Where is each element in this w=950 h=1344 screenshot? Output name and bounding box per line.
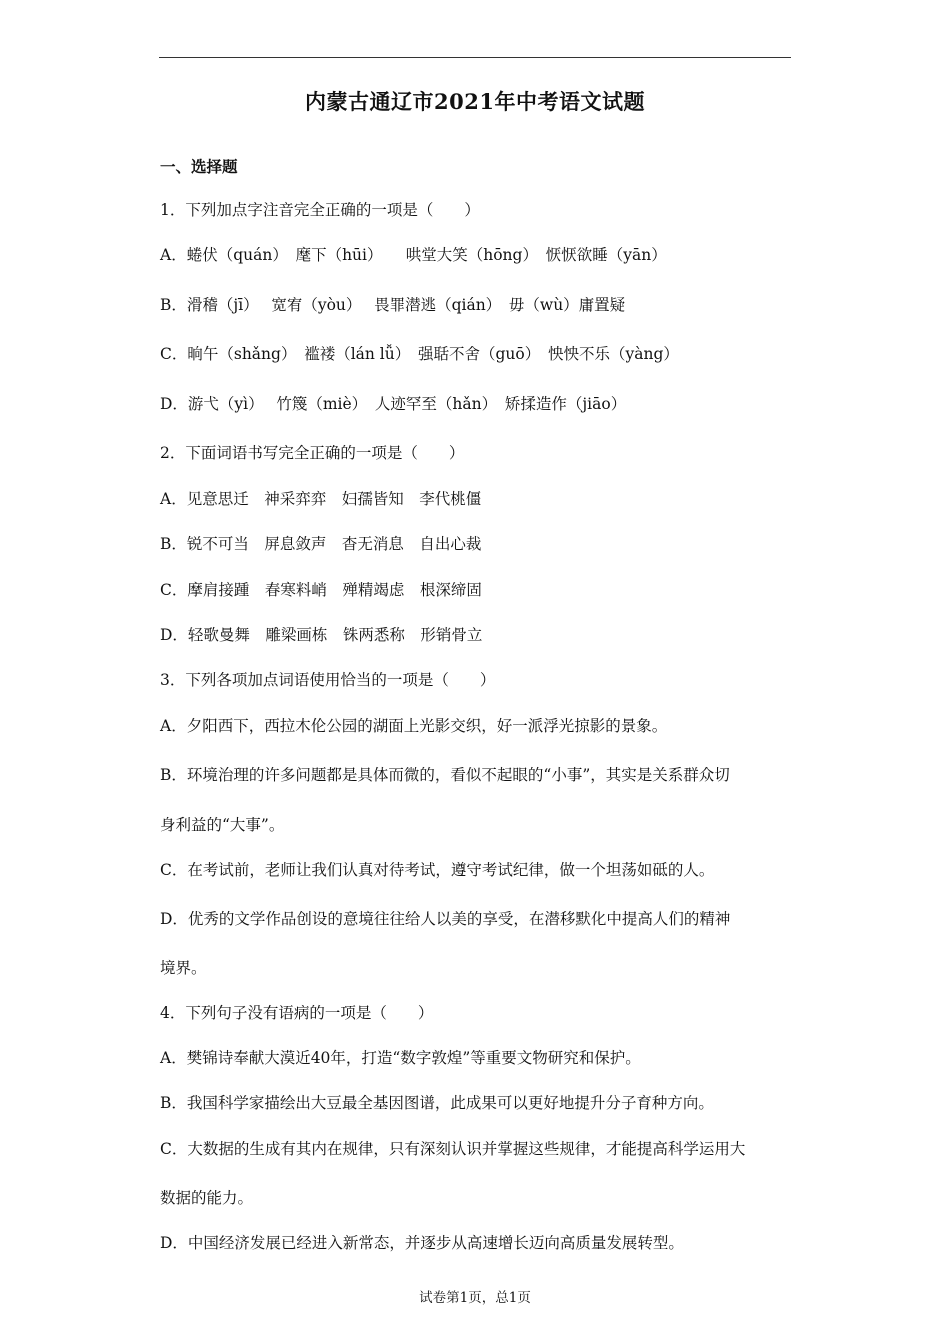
question-3-option-b: B．环境治理的许多问题都是具体而微的，看似不起眼的“小事”，其实是关系群众切 [160,766,730,784]
question-2-option-a: A．见意思迁 神采弈弈 妇孺皆知 李代桃僵 [160,490,482,508]
question-4-option-d: D．中国经济发展已经进入新常态，并逐步从高速增长迈向高质量发展转型。 [160,1234,684,1252]
question-4: 4．下列句子没有语病的一项是（ ） [160,1004,434,1022]
question-1-option-d: D．游弋（yì） 竹篾（miè） 人迹罕至（hǎn） 矫揉造作（jiāo） [160,395,627,413]
question-1-option-c: C．晌午（shǎng） 褴褛（lán lǚ） 强聒不舍（guō） 怏怏不乐（yàng） [160,345,679,363]
question-1-option-a: A．蜷伏（quán） 麾下（hūi） 哄堂大笑（hōng） 恹恹欲睡（yān） [160,246,667,264]
question-1-option-b: B．滑稽（jī） 宽宥（yòu） 畏罪潜逃（qián） 毋（wù）庸置疑 [160,296,626,314]
header-rule [159,57,791,58]
question-2-option-b: B．锐不可当 屏息敛声 杳无消息 自出心裁 [160,535,482,553]
question-3-option-a: A．夕阳西下，西拉木伦公园的湖面上光影交织，好一派浮光掠影的景象。 [160,717,668,735]
question-3-option-d-continued: 境界。 [160,959,207,977]
question-4-option-c-continued: 数据的能力。 [160,1189,254,1207]
question-1: 1．下列加点字注音完全正确的一项是（ ） [160,201,480,219]
question-2-option-d: D．轻歌曼舞 雕梁画栋 铢两悉称 形销骨立 [160,626,483,644]
question-3-option-b-continued: 身利益的“大事”。 [160,816,285,834]
exam-title: 内蒙古通辽市2021年中考语文试题 [305,89,645,114]
question-2: 2．下面词语书写完全正确的一项是（ ） [160,444,465,462]
question-4-option-b: B．我国科学家描绘出大豆最全基因图谱，此成果可以更好地提升分子育种方向。 [160,1094,714,1112]
question-3-option-c: C．在考试前，老师让我们认真对待考试，遵守考试纪律，做一个坦荡如砥的人。 [160,861,715,879]
question-3: 3．下列各项加点词语使用恰当的一项是（ ） [160,671,496,689]
section-heading: 一、选择题 [160,157,238,176]
question-3-option-d: D．优秀的文学作品创设的意境往往给人以美的享受，在潜移默化中提高人们的精神 [160,910,731,928]
question-4-option-a: A．樊锦诗奉献大漠近40年，打造“数字敦煌”等重要文物研究和保护。 [160,1049,641,1067]
question-2-option-c: C．摩肩接踵 春寒料峭 殚精竭虑 根深缔固 [160,581,482,599]
page-footer: 试卷第1页，总1页 [419,1290,531,1306]
question-4-option-c: C．大数据的生成有其内在规律，只有深刻认识并掌握这些规律，才能提高科学运用大 [160,1140,746,1158]
